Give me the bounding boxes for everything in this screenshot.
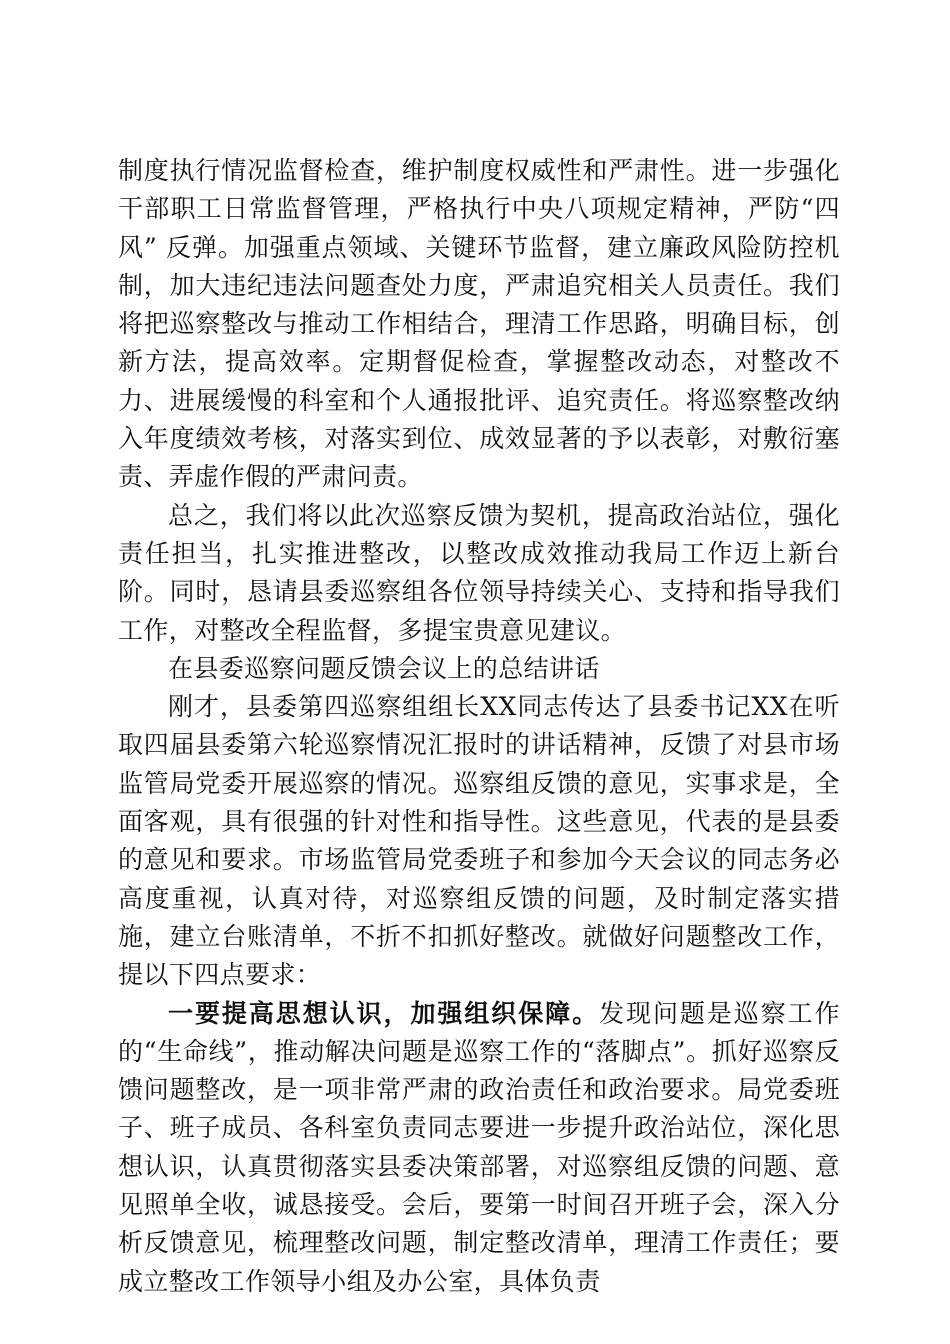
paragraph-conclusion: 总之，我们将以此次巡察反馈为契机，提高政治站位，强化责任担当，扎实推进整改，以整改成效推动我局工作迈上新台阶。同时，恳请县委巡察组各位领导持续关心、支持和指导我们工作，对整改全程监督，多提宝贵意见建议。 xyxy=(118,500,840,645)
document-body xyxy=(118,152,840,1301)
paragraph-continuation: 制度执行情况监督检查，维护制度权威性和严肃性。进一步强化干部职工日常监督管理，严格执行中央八项规定精神，严防“四风” 反弹。加强重点领域、关键环节监督，建立廉政风险防控机制，加大违纪违法问题查处力度，严肃追究相关人员责任。我们将把巡察整改与推动工作相结合，理清工作思路，明确目标，创新方法，提高效率。定期督促检查，掌握整改动态，对整改不力、进展缓慢的科室和个人通报批评、追究责任。将巡察整改纳入年度绩效考核，对落实到位、成效显著的予以表彰，对敷衍塞责、弄虚作假的严肃问责。 xyxy=(118,156,840,492)
section-title: 在县委巡察问题反馈会议上的总结讲话 xyxy=(168,653,600,683)
requirement-heading: 一要提高思想认识，加强组织保障。 xyxy=(168,998,600,1028)
paragraph-requirement-one xyxy=(118,995,840,1301)
requirement-body: 发现问题是巡察工作的“生命线”，推动解决问题是巡察工作的“落脚点”。抓好巡察反馈问题整改，是一项非常严肃的政治责任和政治要求。局党委班子、班子成员、各科室负责同志要进一步提升政治站位，深化思想认识，认真贯彻落实县委决策部署，对巡察组反馈的问题、意见照单全收，诚恳接受。会后，要第一时间召开班子会，深入分析反馈意见，梳理整改问题，制定整改清单，理清工作责任；要成立整改工作领导小组及办公室，具体负责 xyxy=(118,998,840,1296)
paragraph-opening: 刚才，县委第四巡察组组长XX同志传达了县委书记XX在听取四届县委第六轮巡察情况汇报时的讲话精神，反馈了对县市场监管局党委开展巡察的情况。巡察组反馈的意见，实事求是，全面客观，具有很强的针对性和指导性。这些意见，代表的是县委的意见和要求。市场监管局党委班子和参加今天会议的同志务必高度重视，认真对待，对巡察组反馈的问题，及时制定落实措施，建立台账清单，不折不扣抓好整改。就做好问题整改工作，提以下四点要求： xyxy=(118,692,840,990)
